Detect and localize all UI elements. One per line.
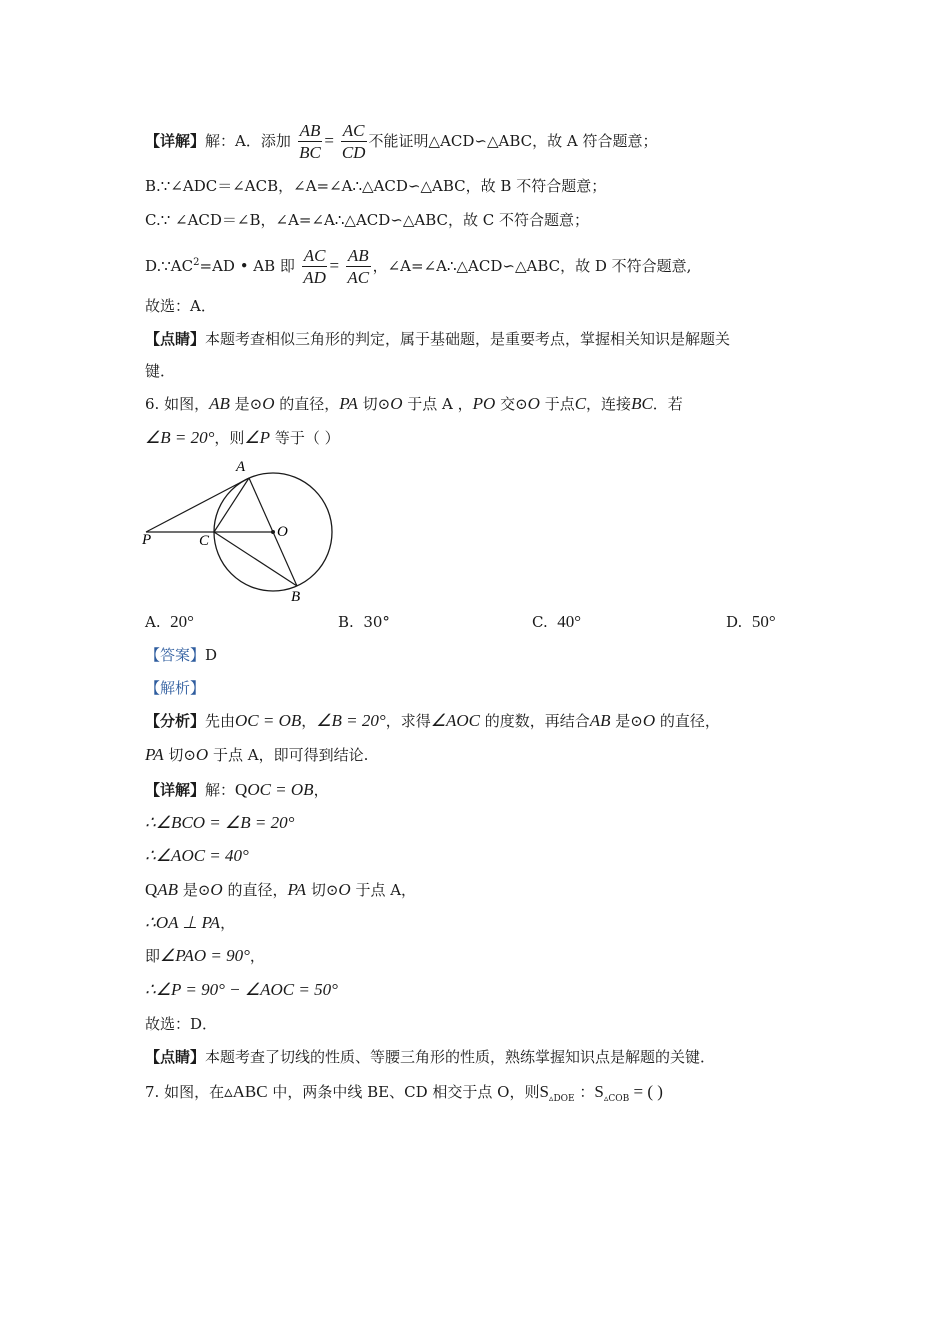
label-p: P [142, 532, 152, 548]
step-2: ∴∠AOC = 40° [145, 846, 249, 865]
dianjing-prev-2: 键． [145, 362, 176, 380]
q6-line-2: ∠B = 20°，则∠P 等于（ ） [145, 428, 340, 447]
segment-pa [146, 478, 249, 532]
dianjing-line: 【点睛】本题考查了切线的性质、等腰三角形的性质，熟练掌握知识点是解题的关键． [145, 1048, 716, 1066]
q6-line-1: 6. 如图，AB 是⊙O 的直径，PA 切⊙O 于点 A ，PO 交⊙O 于点C，连接BC．若 [145, 394, 683, 413]
fraction-ac-ad: $\frac{AC}{AD}$ [303, 245, 326, 287]
detail-line-d: $D.\because AC^2=AD$ • AB 即 $\frac{AC}{AD}$ = $\frac{AB}{AC}$ ，∠A=∠A∴△ACD∽△ABC，故 D 不符合题意, [145, 245, 692, 287]
fenxi-line-2: PA 切⊙O 于点 A，即可得到结论. [145, 745, 369, 764]
detail-label: 【详解】 [145, 132, 206, 150]
step-6: ∴∠P = 90° − ∠AOC = 50° [145, 980, 338, 999]
step-3: QAB 是⊙O 的直径，PA 切⊙O 于点 A， [145, 880, 417, 899]
fraction-ab-bc: $\frac{AB}{BC}$ [299, 120, 321, 162]
q7-line: 7. 如图，在▵ABC 中，两条中线 BE、CD 相交于点 O，则$S_{▵DOE}$ ：$S_{▵COB}$ = ( ) [145, 1082, 663, 1104]
label-b: B [291, 589, 301, 605]
detail-line-b: B.∵∠ADC＝∠ACB，∠A=∠A∴△ACD∽△ABC，故 B 不符合题意； [145, 177, 607, 195]
dianjing-prev-1: 【点睛】本题考查相似三角形的判定，属于基础题，是重要考点，掌握相关知识是解题关 [145, 330, 731, 348]
center-dot [271, 530, 275, 534]
step-5: 即∠PAO = 90°， [145, 946, 265, 965]
fraction-ac-cd: $\frac{AC}{CD}$ [341, 120, 366, 162]
label-c: C [199, 533, 210, 549]
step-1: ∴∠BCO = ∠B = 20° [145, 813, 295, 832]
label-a: A [236, 459, 246, 475]
answer-prev: 故选：A． [145, 297, 216, 315]
label-o: O [277, 524, 288, 540]
choice-a: A. 20° [145, 612, 194, 631]
detail-line-c: C.∵ ∠ACD＝∠B，∠A=∠A∴△ACD∽△ABC，故 C 不符合题意； [145, 211, 590, 229]
choice-c: C. 40° [532, 612, 582, 631]
segment-ac [214, 478, 249, 532]
final-answer: 故选：D． [145, 1015, 218, 1033]
fraction-ab-ac: $\frac{AB}{AC}$ [347, 245, 370, 287]
detail-line-a: 【详解】解：A．添加 $\frac{AB}{BC}$ = $\frac{AC}{CD}$ 不能证明△ACD∽△ABC，故 A 符合题意； [145, 120, 658, 162]
detail-line: 【详解】解：QOC = OB， [145, 780, 329, 799]
jiexi-label: 【解析】 [145, 679, 206, 697]
answer-line: 【答案】D [145, 646, 218, 664]
step-4: ∴OA ⊥ PA， [145, 913, 236, 932]
choice-d: D. 50° [726, 612, 776, 631]
fenxi-line-1: 【分析】先由OC = OB，∠B = 20°，求得∠AOC 的度数，再结合AB 是⊙O 的直径， [145, 711, 720, 730]
circle-tangent-figure [138, 455, 348, 605]
choice-b: B. 30° [338, 613, 390, 631]
